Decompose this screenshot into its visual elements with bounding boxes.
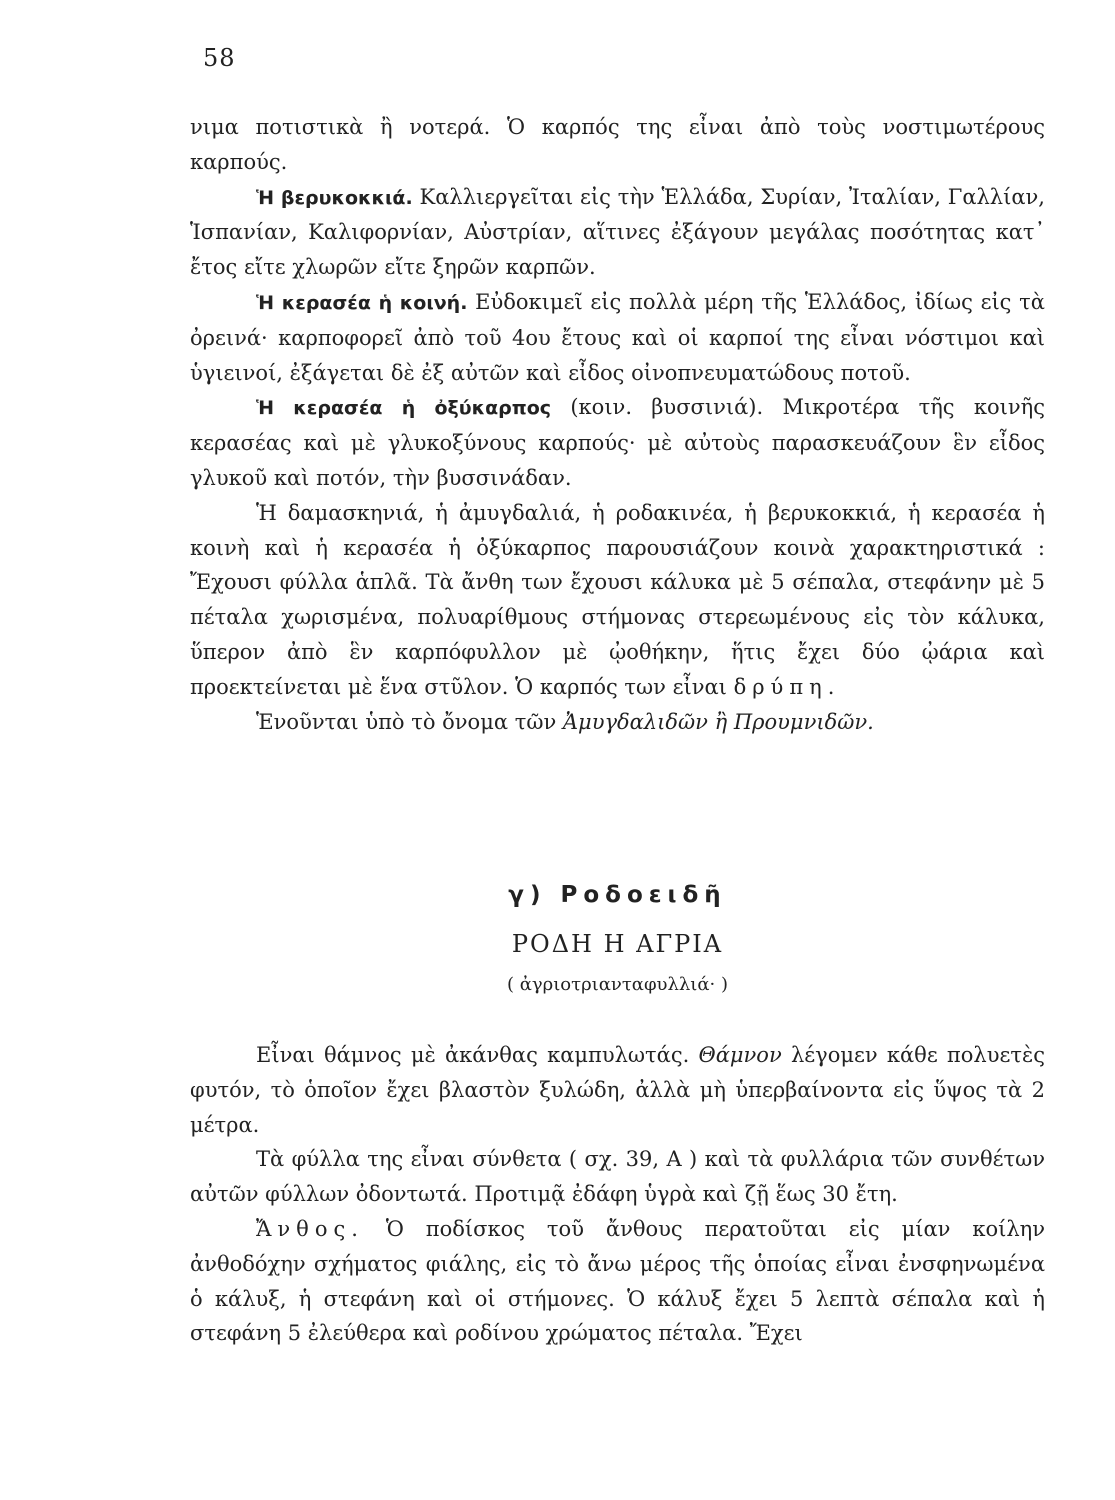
paragraph-text: Καλλιεργεῖται εἰς τὴν Ἑλλάδα, Συρίαν, Ἰταλίαν, Γαλλίαν, Ἱσπανίαν, Καλιφορνίαν, Αὐστρίαν, αἵτινες ἐξάγουν μεγάλας ποσότητας κατ᾽ ἔτος εἴτε χλωρῶν εἴτε ξηρῶν καρπῶν. xyxy=(190,184,1045,280)
term-family: Ἀμυγδαλιδῶν ἢ Προυμνιδῶν. xyxy=(562,709,874,734)
paragraph-text: λέγομεν κάθε πολυετὲς φυτόν, τὸ ὁποῖον ἔχει βλαστὸν ξυλώδη, ἀλλὰ μὴ ὑπερβαίνοντα εἰς ὕψος τὰ 2 μέτρα. xyxy=(190,1043,1045,1137)
paragraph-text: Εἶναι θάμνος μὲ ἀκάνθας καμπυλωτάς. xyxy=(256,1043,699,1067)
term-flower: Ἄνθος. xyxy=(256,1216,364,1241)
term-shrub: Θάμνον xyxy=(698,1043,782,1067)
paragraph-text: Ἑνοῦνται ὑπὸ τὸ ὄνομα τῶν xyxy=(256,709,563,734)
term-drupe: δρύπη. xyxy=(733,674,841,699)
section-subtitle: ( ἀγριοτριανταφυλλιά· ) xyxy=(507,974,728,995)
term-apricot: Ἡ βερυκοκκιά. xyxy=(256,186,413,209)
paragraph-family xyxy=(190,705,1045,740)
paragraph-apricot xyxy=(190,180,1045,285)
main-text-lower xyxy=(190,1038,1045,1351)
paragraph-leaves: Τὰ φύλλα της εἶναι σύνθετα ( σχ. 39, Α ) καὶ τὰ φυλλάρια τῶν συνθέτων αὐτῶν φύλλων ὀδοντωτά. Προτιμᾷ ἐδάφη ὑγρὰ καὶ ζῇ ἕως 30 ἔτη. xyxy=(190,1147,1045,1207)
paragraph-text: Εὐδοκιμεῖ εἰς πολλὰ μέρη τῆς Ἑλλάδος, ἰδίως εἰς τὰ ὀρεινά· καρποφορεῖ ἀπὸ τοῦ 4ου ἔτους καὶ οἱ καρποί της εἶναι νόστιμοι καὶ ὑγιεινοί, ἐξάγεται δὲ ἐξ αὐτῶν καὶ εἶδος οἰνοπνευματώδους ποτοῦ. xyxy=(190,289,1045,385)
paragraph-text: Ἡ δαμασκηνιά, ἡ ἀμυγδαλιά, ἡ ροδακινέα, ἡ βερυκοκκιά, ἡ κερασέα ἡ κοινὴ καὶ ἡ κερασέα ἡ ὀξύκαρπος παρουσιάζουν κοινὰ χαρακτηριστικά : Ἔχουσι φύλλα ἁπλᾶ. Τὰ ἄνθη των ἔχουσι κάλυκα μὲ 5 σέπαλα, στεφάνην μὲ 5 πέταλα χωρισμένα, πολυαρίθμους στήμονας στερεωμένους εἰς τὸν κάλυκα, ὕπερον ἀπὸ ἓν καρπόφυλλον μὲ ᾠοθήκην, ἥτις ἔχει δύο ᾠάρια καὶ προεκτείνεται μὲ ἕνα στῦλον. Ὁ καρπός των εἶναι xyxy=(190,500,1045,699)
page-number: 58 xyxy=(203,44,236,72)
term-sour-cherry: Ἡ κερασέα ἡ ὀξύκαρπος xyxy=(256,397,552,420)
paragraph-cherry xyxy=(190,285,1045,390)
section-title: ΡΟΔΗ Η ΑΓΡΙΑ xyxy=(511,930,724,958)
paragraph-shrub xyxy=(190,1038,1045,1142)
paragraph-text: Ὁ ποδίσκος τοῦ ἄνθους περατοῦται εἰς μίαν κοίλην ἀνθοδόχην σχήματος φιάλης, εἰς τὸ ἄνω μέρος τῆς ὁποίας εἶναι ἐνσφηνωμένα ὁ κάλυξ, ἡ στεφάνη καὶ οἱ στήμονες. Ὁ κάλυξ ἔχει 5 λεπτὰ σέπαλα καὶ ἡ στεφάνη 5 ἐλεύθερα καὶ ροδίνου χρώματος πέταλα. Ἔχει xyxy=(190,1216,1045,1346)
paragraph-sour-cherry xyxy=(190,390,1045,495)
main-text-upper xyxy=(190,110,1045,739)
paragraph: νιμα ποτιστικὰ ἢ νοτερά. Ὁ καρπός της εἶναι ἀπὸ τοὺς νοστιμωτέρους καρπούς. xyxy=(190,115,1045,174)
paragraph-text: (κοιν. βυσσινιά). Μικροτέρα τῆς κοινῆς κερασέας καὶ μὲ γλυκοξύνους καρπούς· μὲ αὐτοὺς παρασκευάζουν ἓν εἶδος γλυκοῦ καὶ ποτόν, τὴν βυσσινάδαν. xyxy=(190,395,1045,490)
term-cherry: Ἡ κερασέα ἡ κοινή. xyxy=(256,291,468,314)
section-header: γ) Ροδοειδῆ xyxy=(508,882,727,908)
paragraph-flower xyxy=(190,1212,1045,1351)
paragraph-characteristics xyxy=(190,496,1045,705)
